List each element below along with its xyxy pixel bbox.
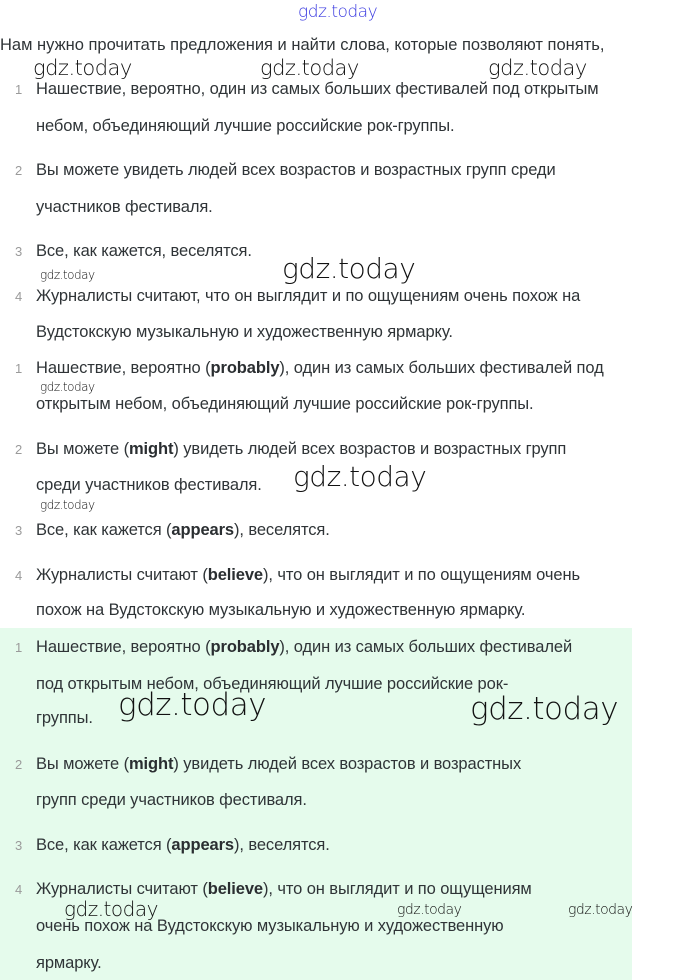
sentence-line (36, 475, 262, 495)
item-number: 3 (15, 838, 23, 853)
text-segment: Журналисты считают ( (36, 880, 208, 898)
sentence-line (36, 358, 604, 378)
sentence-line (36, 637, 572, 657)
item-number: 2 (15, 442, 23, 457)
text-segment: Вы можете ( (36, 755, 129, 773)
keyword: probably (210, 359, 280, 377)
text-segment: Все, как кажется, веселятся. (36, 242, 252, 260)
watermark: gdz.today (397, 902, 462, 918)
text-segment: группы. (36, 709, 93, 727)
text-segment: Нашествие, вероятно, один из самых больших фестивалей под открытым (36, 80, 599, 98)
sentence-line (36, 160, 556, 180)
keyword: might (128, 755, 174, 773)
item-number: 2 (15, 163, 23, 178)
item-number: 2 (15, 757, 23, 772)
sentence-line (36, 600, 525, 620)
text-segment: среди участников фестиваля. (36, 476, 262, 494)
keyword: might (128, 440, 174, 458)
text-segment: Все, как кажется ( (36, 521, 172, 539)
sentence-line (36, 790, 307, 810)
text-segment: открытым небом, объединяющий лучшие российские рок-группы. (36, 395, 534, 413)
watermark: gdz.today (40, 380, 95, 394)
keyword: appears (171, 836, 235, 854)
text-segment: Вы можете увидеть людей всех возрастов и возрастных групп среди (36, 161, 556, 179)
watermark: gdz.today (260, 56, 359, 80)
sentence-line (36, 286, 580, 306)
sentence-line (36, 322, 453, 342)
sentence-line (36, 708, 93, 728)
item-number: 3 (15, 523, 23, 538)
keyword: appears (171, 521, 235, 539)
keyword: probably (210, 638, 280, 656)
sentence-line (36, 520, 330, 540)
item-number: 4 (15, 568, 23, 583)
text-segment: Нашествие, вероятно ( (36, 359, 211, 377)
text-segment: очень похож на Вудстокскую музыкальную и художественную (36, 917, 504, 935)
watermark: gdz.today (568, 902, 633, 918)
text-segment: ), один из самых больших фестивалей (279, 638, 573, 656)
watermark: gdz.today (488, 56, 587, 80)
item-number: 4 (15, 289, 23, 304)
text-segment: ), один из самых больших фестивалей под (279, 359, 604, 377)
text-segment: ), веселятся. (234, 836, 330, 854)
sentence-line (36, 565, 580, 585)
intro-text: Нам нужно прочитать предложения и найти слова, которые позволяют понять, (0, 36, 605, 54)
sentence-line (36, 197, 213, 217)
sentence-line (36, 394, 534, 414)
sentence-line (36, 835, 330, 855)
sentence-line (36, 439, 566, 459)
sentence-line (36, 241, 252, 261)
watermark: gdz.today (64, 897, 158, 921)
text-segment: участников фестиваля. (36, 198, 213, 216)
watermark: gdz.today (40, 498, 95, 512)
sentence-line (36, 116, 454, 136)
sentence-line (36, 79, 599, 99)
sentence-line (36, 754, 521, 774)
watermark: gdz.today (293, 460, 427, 493)
text-segment: ) увидеть людей всех возрастов и возрастных групп (173, 440, 567, 458)
header-watermark: gdz.today (298, 2, 378, 22)
sentence-line (36, 879, 532, 899)
item-number: 1 (15, 82, 23, 97)
item-number: 3 (15, 244, 23, 259)
text-segment: ) увидеть людей всех возрастов и возрастных (173, 755, 522, 773)
text-segment: небом, объединяющий лучшие российские рок-группы. (36, 117, 455, 135)
item-number: 1 (15, 640, 23, 655)
text-segment: Все, как кажется ( (36, 836, 172, 854)
keyword: believe (207, 566, 264, 584)
keyword: believe (207, 880, 264, 898)
text-segment: под открытым небом, объединяющий лучшие российские рок- (36, 675, 509, 693)
sentence-line (36, 953, 102, 973)
sentence-line (36, 674, 508, 694)
text-segment: ), что он выглядит и по ощущениям (263, 880, 532, 898)
item-number: 1 (15, 361, 23, 376)
text-segment: Журналисты считают, что он выглядит и по ощущениям очень похож на (36, 287, 581, 305)
text-segment: ), что он выглядит и по ощущениям очень (263, 566, 580, 584)
text-segment: похож на Вудстокскую музыкальную и художественную ярмарку. (36, 601, 526, 619)
text-segment: групп среди участников фестиваля. (36, 791, 307, 809)
text-segment: ), веселятся. (234, 521, 330, 539)
item-number: 4 (15, 882, 23, 897)
watermark: gdz.today (470, 691, 619, 727)
text-segment: ярмарку. (36, 954, 102, 972)
watermark: gdz.today (118, 687, 267, 723)
text-segment: Вы можете ( (36, 440, 129, 458)
watermark: gdz.today (33, 56, 132, 80)
watermark: gdz.today (40, 268, 95, 282)
text-segment: Журналисты считают ( (36, 566, 208, 584)
text-segment: Нашествие, вероятно ( (36, 638, 211, 656)
watermark: gdz.today (282, 252, 416, 285)
text-segment: Вудстокскую музыкальную и художественную ярмарку. (36, 323, 453, 341)
